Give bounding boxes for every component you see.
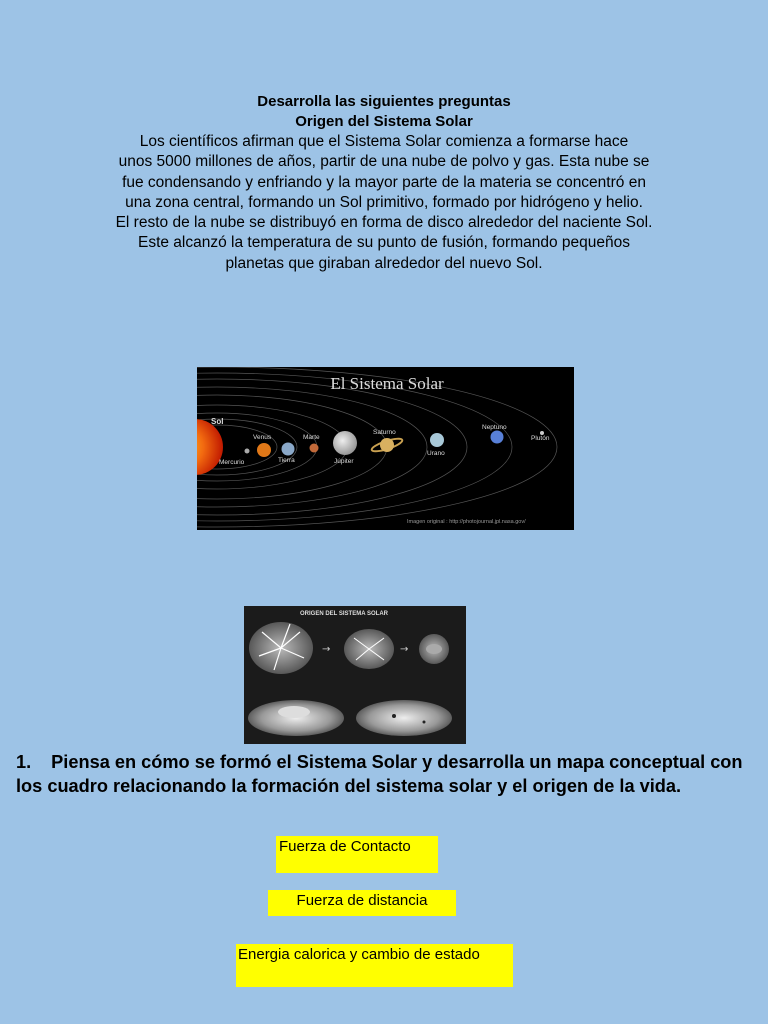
- label-urano: Urano: [427, 450, 445, 457]
- uranus-graphic: [430, 433, 444, 447]
- label-sol: Sol: [211, 417, 224, 426]
- label-tierra: Tierra: [278, 457, 295, 464]
- nebula-stage-3: [419, 634, 449, 664]
- label-mercurio: Mercurio: [219, 459, 245, 466]
- solar-image-title: El Sistema Solar: [330, 374, 444, 393]
- intro-line: unos 5000 millones de años, partir de una nube de polvo y gas. Esta nube se: [118, 153, 650, 171]
- arrow-icon: →: [322, 644, 331, 655]
- intro-line: planetas que giraban alrededor del nuevo Sol.: [225, 254, 543, 272]
- nebula-stage-1: [249, 622, 313, 674]
- protoplanetary-disk-1: [248, 700, 344, 736]
- intro-line: Los científicos afirman que el Sistema Solar comienza a formarse hace: [139, 133, 629, 150]
- label-jupiter: Júpiter: [334, 458, 354, 465]
- origin-image-title: ORIGEN DEL SISTEMA SOLAR: [299, 611, 389, 617]
- concept-box-distance-force: Fuerza de distancia: [268, 890, 456, 916]
- question-1: [16, 750, 756, 798]
- earth-graphic: [282, 443, 295, 456]
- intro-line: Este alcanzó la temperatura de su punto de fusión, formando pequeños: [137, 234, 631, 252]
- mercury-graphic: [245, 449, 250, 454]
- intro-line: El resto de la nube se distribuyó en forma de disco alrededor del naciente Sol.: [115, 214, 653, 232]
- concept-box-contact-force: Fuerza de Contacto: [276, 836, 438, 873]
- question-text: Piensa en cómo se formó el Sistema Solar y desarrolla un mapa conceptual con los cuadro relacionando la formación del sistema solar y el origen de la vida.: [16, 752, 743, 796]
- label-marte: Marte: [303, 434, 320, 441]
- label-saturno: Saturno: [373, 429, 396, 436]
- neptune-graphic: [491, 431, 504, 444]
- mars-graphic: [310, 444, 319, 453]
- venus-graphic: [257, 443, 271, 457]
- arrow-icon: →: [400, 644, 409, 655]
- question-number: 1.: [16, 752, 32, 772]
- label-pluton: Plutón: [531, 435, 550, 442]
- intro-line: una zona central, formando un Sol primitivo, formado por hidrógeno y helio.: [125, 193, 643, 211]
- origin-image: [244, 606, 466, 744]
- protoplanetary-disk-2: [356, 700, 452, 736]
- label-venus: Venus: [253, 434, 272, 441]
- intro-line: fue condensando y enfriando y la mayor parte de la materia se concentró en: [122, 173, 646, 191]
- label-neptuno: Neptuno: [482, 424, 507, 431]
- heading-line-2: Origen del Sistema Solar: [295, 113, 473, 130]
- solar-system-image: [197, 367, 574, 530]
- jupiter-graphic: [333, 431, 357, 455]
- concept-box-heat-energy: Energia calorica y cambio de estado: [236, 944, 513, 987]
- image-credit: Imagen original : http://photojournal.jpl.nasa.gov/: [407, 519, 526, 525]
- nebula-stage-2: [344, 629, 394, 669]
- intro-paragraph: [60, 132, 708, 274]
- heading-line-1: Desarrolla las siguientes preguntas: [257, 93, 511, 110]
